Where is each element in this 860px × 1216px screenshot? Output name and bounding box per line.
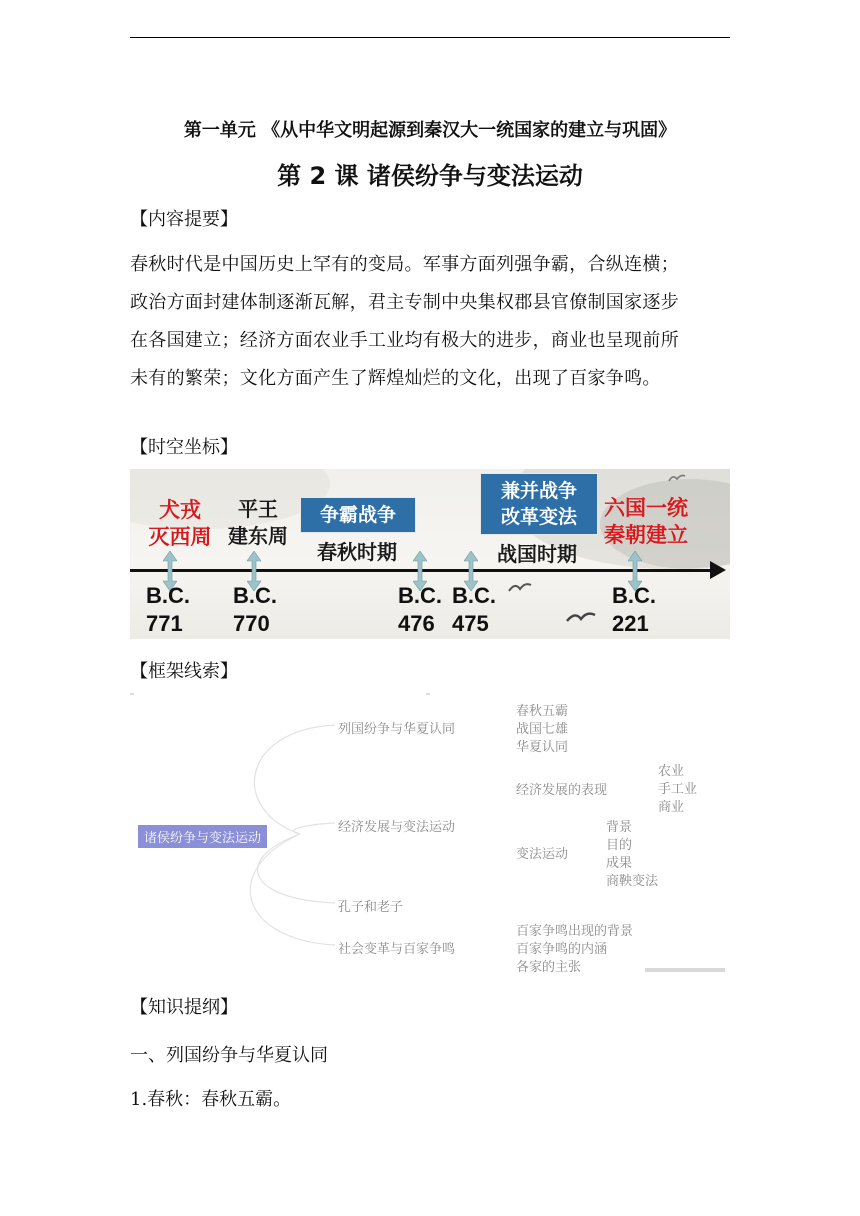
mm-leaf: 目的 bbox=[606, 838, 633, 853]
mm-leaf: 华夏认同 bbox=[516, 740, 569, 755]
framework-heading: 【框架线索】 bbox=[130, 661, 238, 682]
mind-map-root: 诸侯纷争与变法运动 bbox=[138, 825, 267, 848]
box-hegemony-war: 争霸战争 bbox=[300, 497, 416, 533]
mm-leaf: 百家争鸣的内涵 bbox=[516, 942, 608, 957]
period-chunqiu: 春秋时期 bbox=[317, 540, 397, 564]
summary-line: 春秋时代是中国历史上罕有的变局。军事方面列强争霸，合纵连横； bbox=[130, 254, 679, 275]
mm-leaf: 手工业 bbox=[658, 782, 698, 797]
summary-paragraph bbox=[130, 246, 732, 398]
outline-heading: 【知识提纲】 bbox=[130, 997, 238, 1018]
mm-leaf: 春秋五霸 bbox=[516, 704, 569, 719]
event-quanrong: 犬戎 灭西周 bbox=[148, 497, 212, 549]
summary-heading: 【内容提要】 bbox=[130, 209, 238, 230]
timeline-figure bbox=[130, 469, 730, 639]
mm-branch: 孔子和老子 bbox=[338, 900, 404, 915]
mind-map-scrollbar bbox=[645, 968, 725, 972]
year-475: B.C. 475 bbox=[452, 583, 496, 636]
summary-line: 政治方面封建体制逐渐瓦解，君主专制中央集权郡县官僚制国家逐步 bbox=[130, 292, 679, 313]
mm-leaf: 商鞅变法 bbox=[606, 874, 659, 889]
period-zhanguo: 战国时期 bbox=[497, 542, 577, 566]
mm-leaf: 各家的主张 bbox=[516, 960, 582, 975]
box-annexation-reform: 兼并战争 改革变法 bbox=[480, 473, 598, 535]
event-qin-unify: 六国一统 秦朝建立 bbox=[604, 495, 688, 547]
mm-branch: 列国纷争与华夏认同 bbox=[338, 722, 456, 737]
bird-icon bbox=[566, 609, 596, 627]
axis-arrow-icon bbox=[710, 561, 726, 579]
lesson-title: 第 2 课 诸侯纷争与变法运动 bbox=[277, 162, 583, 190]
year-770: B.C. 770 bbox=[233, 583, 277, 636]
mm-subbranch: 变法运动 bbox=[516, 847, 569, 862]
year-221: B.C. 221 bbox=[612, 583, 656, 636]
mm-leaf: 百家争鸣出现的背景 bbox=[516, 924, 634, 939]
mm-leaf: 农业 bbox=[658, 764, 685, 779]
mm-branch: 社会变革与百家争鸣 bbox=[338, 942, 456, 957]
outline-section-title: 一、列国纷争与华夏认同 bbox=[130, 1045, 328, 1066]
event-pingwang: 平王 建东周 bbox=[228, 497, 288, 548]
unit-title: 第一单元 《从中华文明起源到秦汉大一统国家的建立与巩固》 bbox=[183, 120, 677, 141]
bird-icon bbox=[508, 581, 532, 595]
mind-map bbox=[130, 690, 730, 980]
summary-line: 未有的繁荣；文化方面产生了辉煌灿烂的文化，出现了百家争鸣。 bbox=[130, 368, 661, 389]
bird-icon bbox=[668, 473, 686, 483]
year-771: B.C. 771 bbox=[146, 583, 190, 636]
outline-item: 1.春秋：春秋五霸。 bbox=[130, 1089, 292, 1110]
mm-subbranch: 经济发展的表现 bbox=[516, 783, 608, 798]
mm-leaf: 商业 bbox=[658, 800, 685, 815]
header-rule bbox=[130, 37, 730, 38]
summary-line: 在各国建立；经济方面农业手工业均有极大的进步，商业也呈现前所 bbox=[130, 330, 679, 351]
mm-branch: 经济发展与变法运动 bbox=[338, 820, 456, 835]
year-476: B.C. 476 bbox=[398, 583, 442, 636]
mm-leaf: 战国七雄 bbox=[516, 722, 569, 737]
mm-leaf: 背景 bbox=[606, 820, 633, 835]
mm-leaf: 成果 bbox=[606, 856, 633, 871]
timeline-heading: 【时空坐标】 bbox=[130, 437, 238, 458]
